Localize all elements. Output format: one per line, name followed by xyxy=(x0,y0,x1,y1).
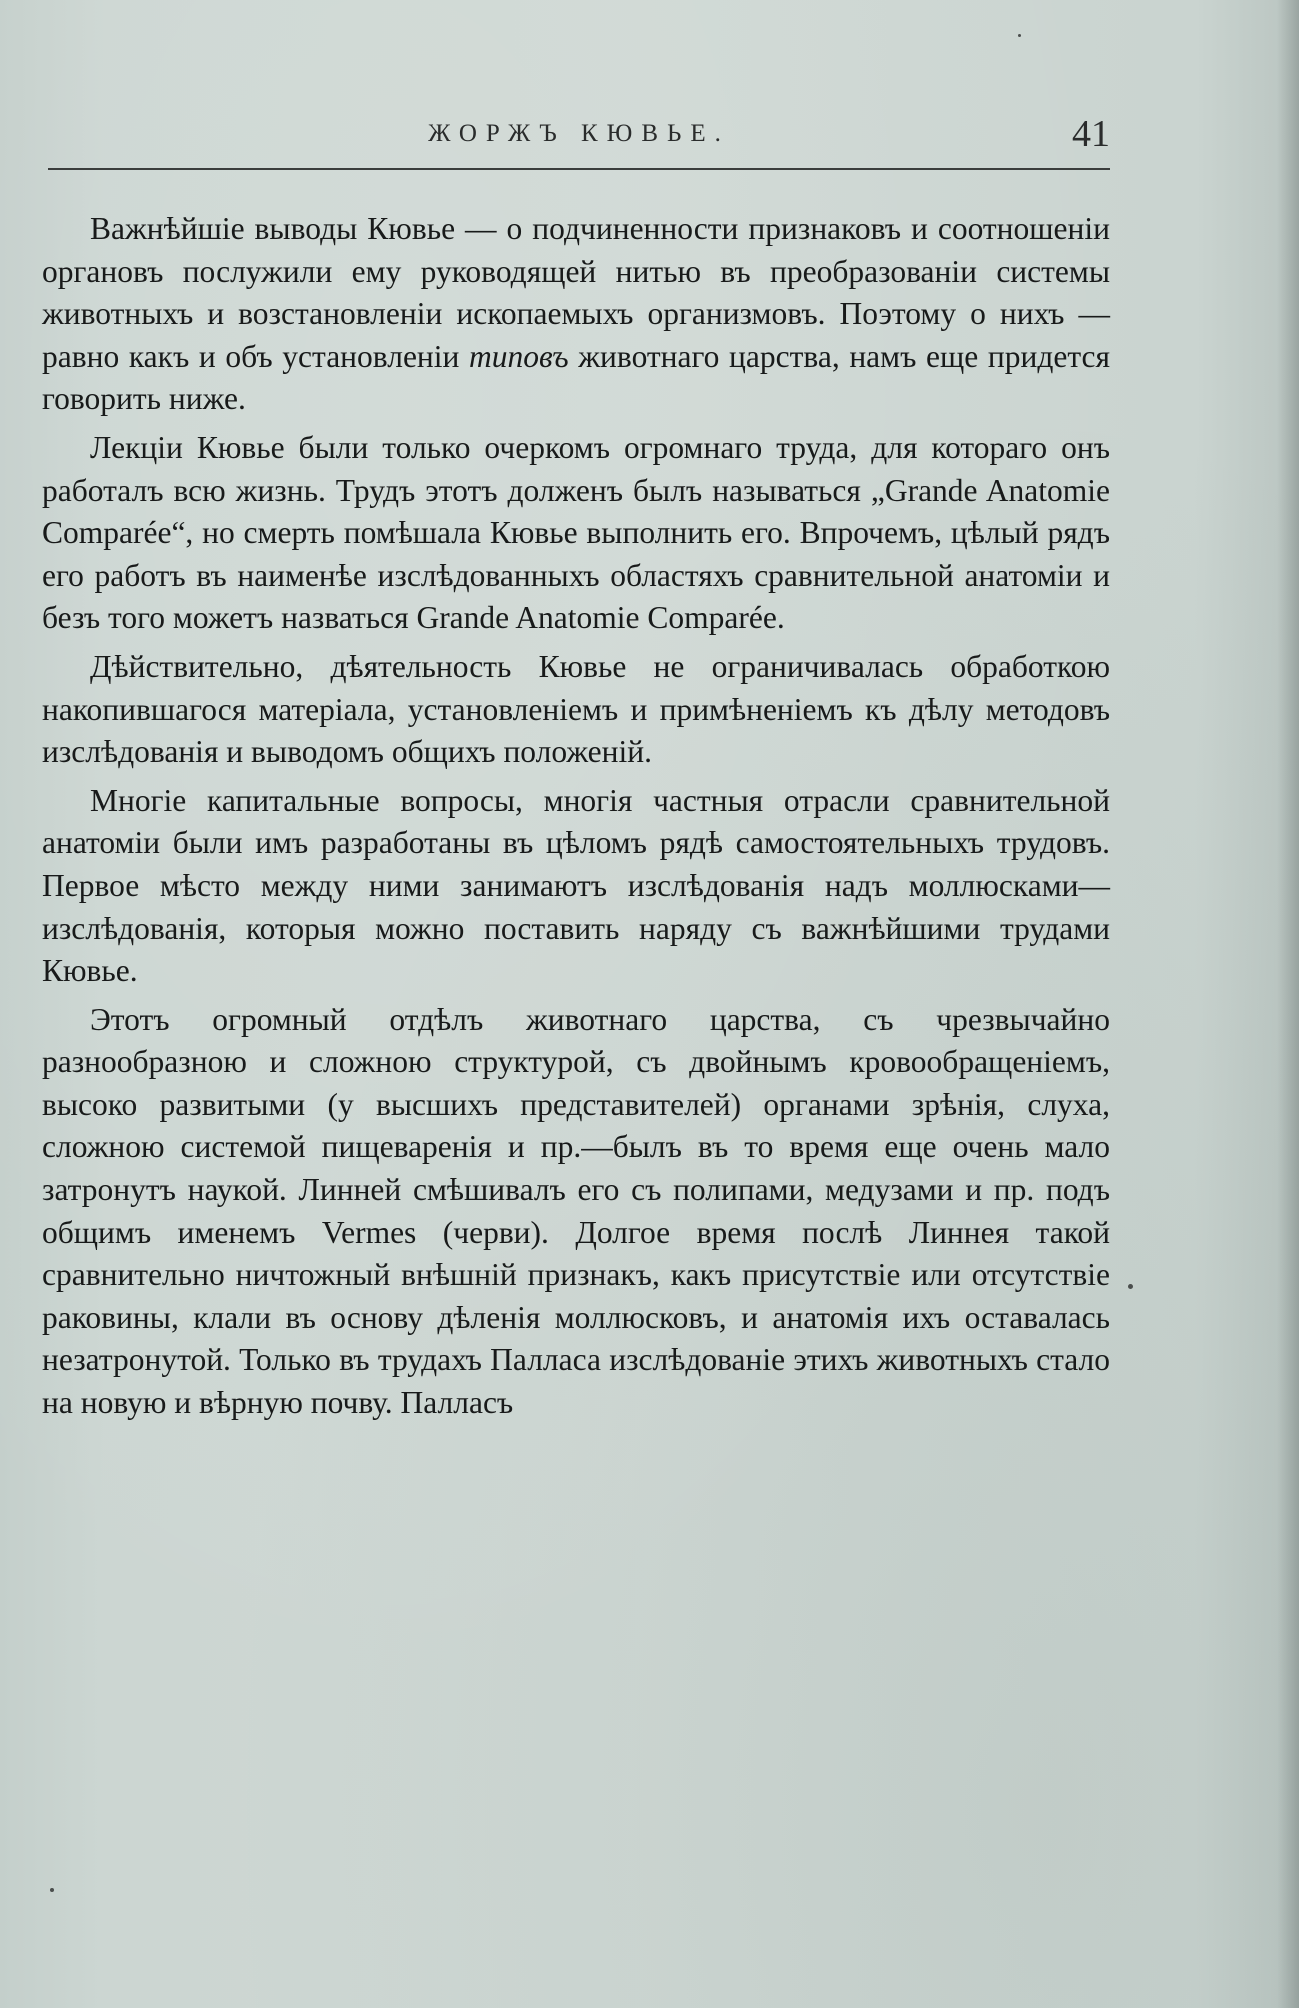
paragraph-5: Этотъ огромный отдѣлъ животнаго царства, съ чрезвычайно разнообразною и сложною структурой, съ двойнымъ кровообращеніемъ, высоко развитыми (у высшихъ представителей) органами зрѣнія, слуха, сложною системой пищеваренія и пр.—былъ въ то время еще очень мало затронутъ наукой. Линней смѣшивалъ его съ полипами, медузами и пр. подъ общимъ именемъ Vermes (черви). Долгое время послѣ Линнея такой сравнительно ничтожный внѣшній признакъ, какъ присутствіе или отсутствіе раковины, клали въ основу дѣленія моллюсковъ, и анатомія ихъ оставалась незатронутой. Только въ трудахъ Палласа изслѣдованіе этихъ животныхъ стало на новую и вѣрную почву. Палласъ xyxy=(42,1001,1110,1421)
paragraph-4: Многіе капитальные вопросы, многія частныя отрасли сравнительной анатоміи были имъ разработаны въ цѣломъ рядѣ самостоятельныхъ трудовъ. Первое мѣсто между ними занимаютъ изслѣдованія надъ моллюсками—изслѣдованія, которыя можно поставить наряду съ важнѣйшими трудами Кювье. xyxy=(42,782,1110,989)
page-header xyxy=(48,112,1110,172)
paragraph-1-text: Важнѣйшіе выводы Кювье — о подчиненности признаковъ и соотношеніи органовъ послужили ему руководящей нитью въ преобразованіи системы животныхъ и возстановленіи ископаемыхъ организмовъ. Поэтому о нихъ — равно какъ и объ установленіи xyxy=(42,211,1110,374)
paper-speck xyxy=(1128,1284,1133,1289)
running-head: ЖОРЖЪ КЮВЬЕ. xyxy=(428,120,730,147)
paragraph-1-italic: типовъ xyxy=(469,338,569,374)
header-rule xyxy=(48,168,1110,170)
paragraph-2: Лекціи Кювье были только очеркомъ огромнаго труда, для котораго онъ работалъ всю жизнь. Трудъ этотъ долженъ былъ называться „Grande Anatomie Comparée“, но смерть помѣшала Кювье выполнить его. Впрочемъ, цѣлый рядъ его работъ въ наименѣе изслѣдованныхъ областяхъ сравнительной анатоміи и безъ того можетъ назваться Grande Anatomie Comparée. xyxy=(42,429,1110,636)
paragraph-1 xyxy=(42,208,1110,421)
paragraph-1-text-after: животнаго царства, намъ еще придется говорить ниже. xyxy=(42,338,1110,417)
paragraph-3: Дѣйствительно, дѣятельность Кювье не ограничивалась обработкою накопившагося матеріала, установленіемъ и примѣненіемъ къ дѣлу методовъ изслѣдованія и выводомъ общихъ положеній. xyxy=(42,648,1110,770)
page-edge-shadow xyxy=(1277,0,1299,2008)
paper-speck xyxy=(1018,34,1021,37)
page-number: 41 xyxy=(1072,113,1110,155)
body-text xyxy=(42,208,1110,1431)
paper-speck xyxy=(50,1888,54,1892)
